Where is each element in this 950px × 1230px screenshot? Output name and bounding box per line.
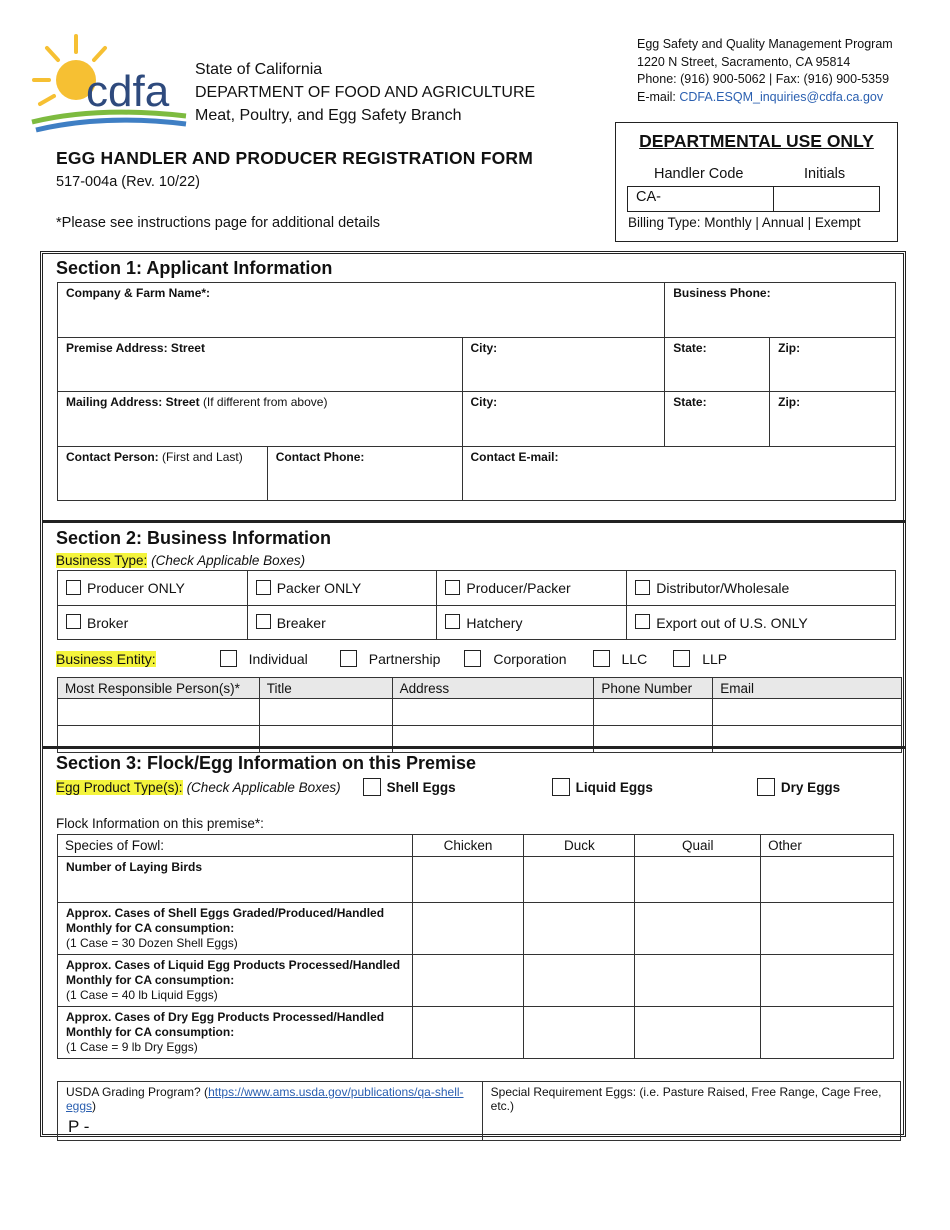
mailing-street-field[interactable]: Mailing Address: Street (If different from above): [58, 392, 463, 447]
col-header-address: Address: [392, 678, 594, 699]
contact-person-field[interactable]: Contact Person: (First and Last): [58, 447, 268, 501]
table-row: [58, 699, 902, 726]
product-shell-eggs[interactable]: Shell Eggs: [386, 779, 456, 795]
quail-cell[interactable]: [635, 903, 761, 955]
business-entity-label: Business Entity:: [56, 650, 156, 667]
usda-link[interactable]: https://www.ams.usda.gov/publications/qa-shell-eggs: [66, 1085, 464, 1113]
checkbox-icon[interactable]: [552, 778, 570, 796]
business-type-note: (Check Applicable Boxes): [151, 553, 306, 568]
duck-header: Duck: [524, 835, 635, 857]
person-cell[interactable]: [58, 699, 260, 726]
title-cell[interactable]: [259, 699, 392, 726]
branch-name: Meat, Poultry, and Egg Safety Branch: [195, 107, 462, 124]
business-type-breaker[interactable]: Breaker: [247, 606, 437, 640]
checkbox-icon[interactable]: [256, 580, 271, 595]
contact-phone-field[interactable]: Contact Phone:: [267, 447, 462, 501]
agency-block: [195, 58, 535, 127]
entity-corporation[interactable]: Corporation: [493, 650, 567, 667]
table-row: [58, 857, 894, 903]
liquid-eggs-label: Approx. Cases of Liquid Egg Products Processed/Handled Monthly for CA consumption: (1 Case = 40 lb Liquid Eggs): [58, 955, 413, 1007]
other-cell[interactable]: [761, 955, 894, 1007]
special-requirement-field[interactable]: Special Requirement Eggs: (i.e. Pasture Raised, Free Range, Cage Free, etc.): [482, 1082, 900, 1141]
business-type-table: [57, 570, 896, 640]
checkbox-icon[interactable]: [256, 614, 271, 629]
grading-table: [57, 1081, 901, 1141]
program-address: 1220 N Street, Sacramento, CA 95814: [637, 54, 851, 69]
col-header-phone: Phone Number: [594, 678, 713, 699]
business-type-distributor[interactable]: Distributor/Wholesale: [627, 571, 896, 606]
email-label: E-mail:: [637, 89, 680, 104]
premise-zip-field[interactable]: Zip:: [770, 338, 896, 392]
business-type-producer-only[interactable]: Producer ONLY: [58, 571, 248, 606]
shell-eggs-label: Approx. Cases of Shell Eggs Graded/Produced/Handled Monthly for CA consumption: (1 Case = 30 Dozen Shell Eggs): [58, 903, 413, 955]
flock-intro: Flock Information on this premise*:: [56, 816, 264, 831]
address-cell[interactable]: [392, 699, 594, 726]
table-row: [58, 1007, 894, 1059]
section-divider: [42, 520, 906, 523]
duck-cell[interactable]: [524, 857, 635, 903]
business-type-export[interactable]: Export out of U.S. ONLY: [627, 606, 896, 640]
checkbox-icon[interactable]: [635, 614, 650, 629]
responsible-persons-table: [57, 677, 902, 753]
duck-cell[interactable]: [524, 955, 635, 1007]
chicken-cell[interactable]: [412, 955, 524, 1007]
chicken-cell[interactable]: [412, 857, 524, 903]
billing-type: Billing Type: Monthly | Annual | Exempt: [628, 215, 861, 230]
col-header-title: Title: [259, 678, 392, 699]
instructions-note: *Please see instructions page for additional details: [56, 215, 381, 231]
business-type-label: Business Type:: [56, 553, 148, 568]
quail-cell[interactable]: [635, 857, 761, 903]
dept-use-title: DEPARTMENTAL USE ONLY: [639, 131, 874, 151]
logo-text: cdfa: [86, 67, 170, 116]
entity-llc[interactable]: LLC: [621, 650, 648, 667]
laying-birds-label: Number of Laying Birds: [58, 857, 413, 903]
program-contact: [637, 36, 893, 106]
checkbox-icon[interactable]: [445, 614, 460, 629]
checkbox-icon[interactable]: [445, 580, 460, 595]
checkbox-icon[interactable]: [757, 778, 775, 796]
mailing-city-field[interactable]: City:: [462, 392, 665, 447]
flock-table: [57, 834, 894, 1059]
premise-city-field[interactable]: City:: [462, 338, 665, 392]
checkbox-icon[interactable]: [340, 650, 357, 667]
col-header-person: Most Responsible Person(s)*: [58, 678, 260, 699]
departmental-use-box: [615, 122, 898, 242]
checkbox-icon[interactable]: [464, 650, 481, 667]
program-email-link[interactable]: CDFA.ESQM_inquiries@cdfa.ca.gov: [679, 89, 884, 104]
egg-product-label: Egg Product Type(s):: [56, 779, 183, 795]
checkbox-icon[interactable]: [635, 580, 650, 595]
business-type-producer-packer[interactable]: Producer/Packer: [437, 571, 627, 606]
checkbox-icon[interactable]: [66, 580, 81, 595]
chicken-header: Chicken: [412, 835, 524, 857]
other-cell[interactable]: [761, 1007, 894, 1059]
entity-individual[interactable]: Individual: [248, 650, 308, 667]
dry-eggs-label: Approx. Cases of Dry Egg Products Processed/Handled Monthly for CA consumption: (1 Case = 9 lb Dry Eggs): [58, 1007, 413, 1059]
chicken-cell[interactable]: [412, 903, 524, 955]
other-cell[interactable]: [761, 903, 894, 955]
mailing-zip-field[interactable]: Zip:: [770, 392, 896, 447]
duck-cell[interactable]: [524, 903, 635, 955]
company-name-field[interactable]: Company & Farm Name*:: [58, 283, 665, 338]
product-dry-eggs[interactable]: Dry Eggs: [780, 779, 841, 795]
duck-cell[interactable]: [524, 1007, 635, 1059]
other-header: Other: [761, 835, 894, 857]
section3-title: Section 3: Flock/Egg Information on this Premise: [56, 753, 477, 773]
business-type-broker[interactable]: Broker: [58, 606, 248, 640]
applicant-table: [57, 282, 896, 501]
premise-street-field[interactable]: Premise Address: Street: [58, 338, 463, 392]
department-name: DEPARTMENT OF FOOD AND AGRICULTURE: [195, 84, 536, 101]
section2-title: Section 2: Business Information: [56, 528, 332, 548]
business-phone-field[interactable]: Business Phone:: [665, 283, 896, 338]
other-cell[interactable]: [761, 857, 894, 903]
quail-cell[interactable]: [635, 1007, 761, 1059]
checkbox-icon[interactable]: [220, 650, 237, 667]
section1-title: Section 1: Applicant Information: [56, 258, 333, 278]
business-entity-row: [56, 650, 727, 667]
form-number: 517-004a (Rev. 10/22): [56, 174, 201, 190]
entity-llp[interactable]: LLP: [702, 650, 728, 667]
initials-label: Initials: [804, 166, 846, 182]
handler-code-field[interactable]: CA-: [628, 187, 774, 211]
cdfa-logo: [28, 30, 188, 140]
quail-cell[interactable]: [635, 955, 761, 1007]
usda-grading-field[interactable]: USDA Grading Program? (https://www.ams.usda.gov/publications/qa-shell-eggs) P -: [58, 1082, 483, 1141]
form-title: EGG HANDLER AND PRODUCER REGISTRATION FORM: [56, 148, 534, 168]
egg-product-row: [56, 778, 840, 796]
table-row: [58, 955, 894, 1007]
egg-product-note: (Check Applicable Boxes): [186, 779, 341, 795]
species-header: Species of Fowl:: [58, 835, 413, 857]
email-cell[interactable]: [713, 699, 902, 726]
premise-state-field[interactable]: State:: [665, 338, 770, 392]
chicken-cell[interactable]: [412, 1007, 524, 1059]
business-type-heading: [56, 553, 305, 568]
initials-field[interactable]: [774, 187, 879, 211]
business-type-packer-only[interactable]: Packer ONLY: [247, 571, 437, 606]
checkbox-icon[interactable]: [593, 650, 610, 667]
entity-partnership[interactable]: Partnership: [368, 650, 441, 667]
program-phone-fax: Phone: (916) 900-5062 | Fax: (916) 900-5359: [637, 72, 890, 86]
checkbox-icon[interactable]: [363, 778, 381, 796]
table-row: [58, 903, 894, 955]
business-type-hatchery[interactable]: Hatchery: [437, 606, 627, 640]
section-divider: [42, 746, 906, 749]
program-name: Egg Safety and Quality Management Program: [637, 37, 893, 51]
quail-header: Quail: [635, 835, 761, 857]
handler-code-label: Handler Code: [654, 166, 744, 182]
col-header-email: Email: [713, 678, 902, 699]
usda-value: P -: [68, 1117, 90, 1136]
contact-email-field[interactable]: Contact E-mail:: [462, 447, 896, 501]
state-name: State of California: [195, 61, 323, 78]
product-liquid-eggs[interactable]: Liquid Eggs: [575, 779, 653, 795]
checkbox-icon[interactable]: [66, 614, 81, 629]
checkbox-icon[interactable]: [673, 650, 690, 667]
phone-cell[interactable]: [594, 699, 713, 726]
mailing-state-field[interactable]: State:: [665, 392, 770, 447]
